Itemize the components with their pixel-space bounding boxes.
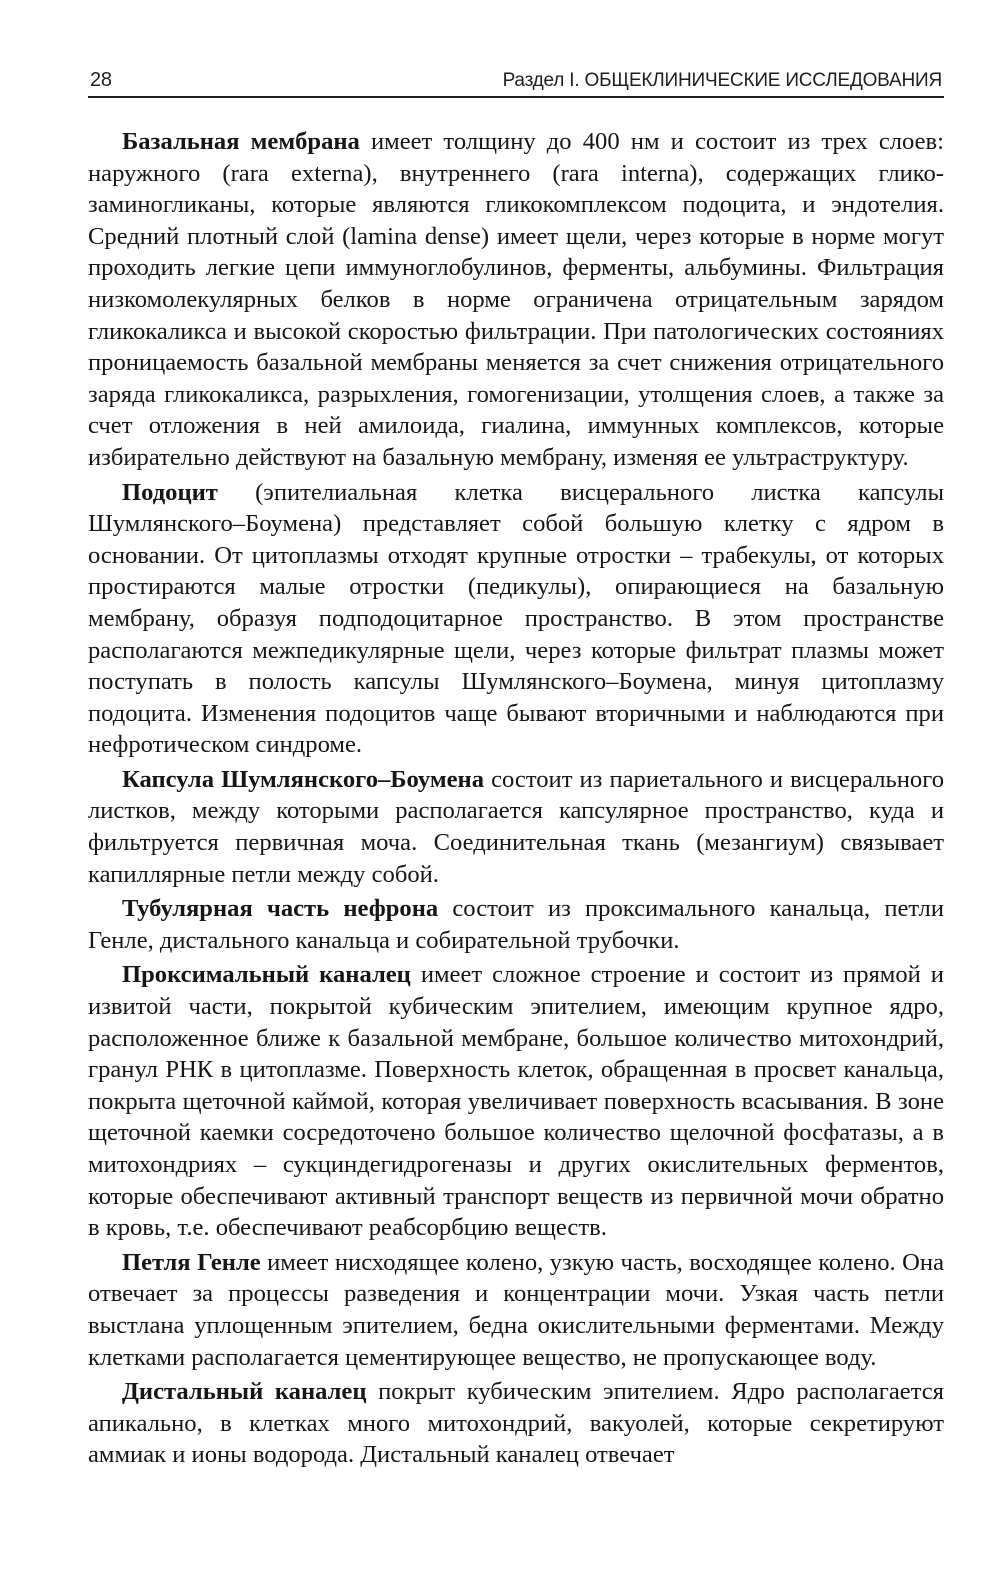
term-heading: Подоцит <box>122 478 218 506</box>
term-heading: Петля Генле <box>122 1248 261 1276</box>
paragraph-text: имеет толщину до 400 нм и состоит из трех слоев: наружного (rara externa), внутреннего (rara interna), содержащих гликозаминогликаны, которые являются гликокомплексом подоцита, и эндотелия. Средний плотный слой (lamina dense) имеет щели, через которые в норме могут проходить легкие цепи иммуноглобулинов, ферменты, альбумины. Фильтрация низкомолекулярных белков в норме ограничена отрицательным зарядом гликокаликса и высокой скоростью фильтрации. При патологических состояниях проницаемость базальной мембраны меняется за счет снижения отрицательного заряда гликокаликса, разрыхления, гомогенизации, утолщения слоев, а также за счет отложения в ней амилоида, гиалина, иммунных комплексов, которые избирательно действуют на базальную мембрану, изменяя ее ультраструктуру. <box>88 128 945 471</box>
paragraph-loop-of-henle <box>88 1247 944 1373</box>
page-number: 28 <box>90 69 112 91</box>
term-heading: Дистальный каналец <box>122 1378 367 1406</box>
paragraph-basement-membrane <box>88 126 944 474</box>
body-text <box>88 126 944 1471</box>
paragraph-text: имеет сложное строение и состоит из прямой и извитой части, покрытой кубическим эпителием, имеющим крупное ядро, расположенное ближе к базальной мембране, большое количество митохондрий, гранул РНК в цитоплазме. Поверхность клеток, обращенная в просвет канальца, покрыта щеточной каймой, которая увеличивает поверхность всасывания. В зоне щеточной каемки сосредоточено большое количество щелочной фосфатазы, а в митохондриях – сукциндегидрогеназы и других окислительных ферментов, которые обеспечивают активный транспорт веществ из первичной мочи обратно в кровь, т.е. обеспечивают реабсорбцию веществ. <box>88 961 944 1242</box>
paragraph-text: состоит из проксимального канальца, петли Генле, дистального канальца и собирательной трубочки. <box>88 895 944 954</box>
section-title: Раздел I. ОБЩЕКЛИНИЧЕСКИЕ ИССЛЕДОВАНИЯ <box>502 70 942 91</box>
paragraph-text: (эпителиальная клетка висцерального листка капсулы Шумлянского–Боумена) представляет собой большую клетку с ядром в основании. От цитоплазмы отходят крупные отростки – трабекулы, от которых простираются малые отростки (педикулы), опирающиеся на базальную мембрану, образуя подподоцитарное пространство. В этом пространстве располагаются межпедикулярные щели, через которые фильтрат плазмы может поступать в полость капсулы Шумлянского–Боумена, минуя цитоплазму подоцита. Изменения подоцитов чаще бывают вторичными и наблюдаются при нефротическом синдроме. <box>88 478 944 759</box>
paragraph-text: покрыт кубическим эпителием. Ядро располагается апикально, в клетках много митохондрий, вакуолей, которые секретируют аммиак и ионы водорода. Дистальный каналец отвечает <box>88 1378 944 1469</box>
paragraph-text: состоит из париетального и висцерального листков, между которыми располагается капсулярное пространство, куда и фильтруется первичная моча. Соединительная ткань (мезангиум) связывает капиллярные петли между собой. <box>88 765 944 888</box>
running-header <box>88 62 944 98</box>
term-heading: Базальная мембрана <box>122 128 360 155</box>
term-heading: Тубулярная часть нефрона <box>122 895 439 923</box>
term-heading: Капсула Шумлянского–Боумена <box>122 765 485 793</box>
paragraph-distal-tubule <box>88 1376 944 1471</box>
paragraph-bowman-capsule <box>88 764 944 890</box>
term-heading: Проксимальный каналец <box>122 961 411 989</box>
paragraph-tubular-part <box>88 893 944 956</box>
paragraph-text: имеет нисходящее колено, узкую часть, восходящее колено. Она отвечает за процессы разведения и концентрации мочи. Узкая часть петли выстлана уплощенным эпителием, бедна окислительными ферментами. Между клетками располагается цементирующее вещество, не пропускающее воду. <box>88 1248 944 1371</box>
paragraph-podocyte <box>88 477 944 761</box>
paragraph-proximal-tubule <box>88 959 944 1243</box>
